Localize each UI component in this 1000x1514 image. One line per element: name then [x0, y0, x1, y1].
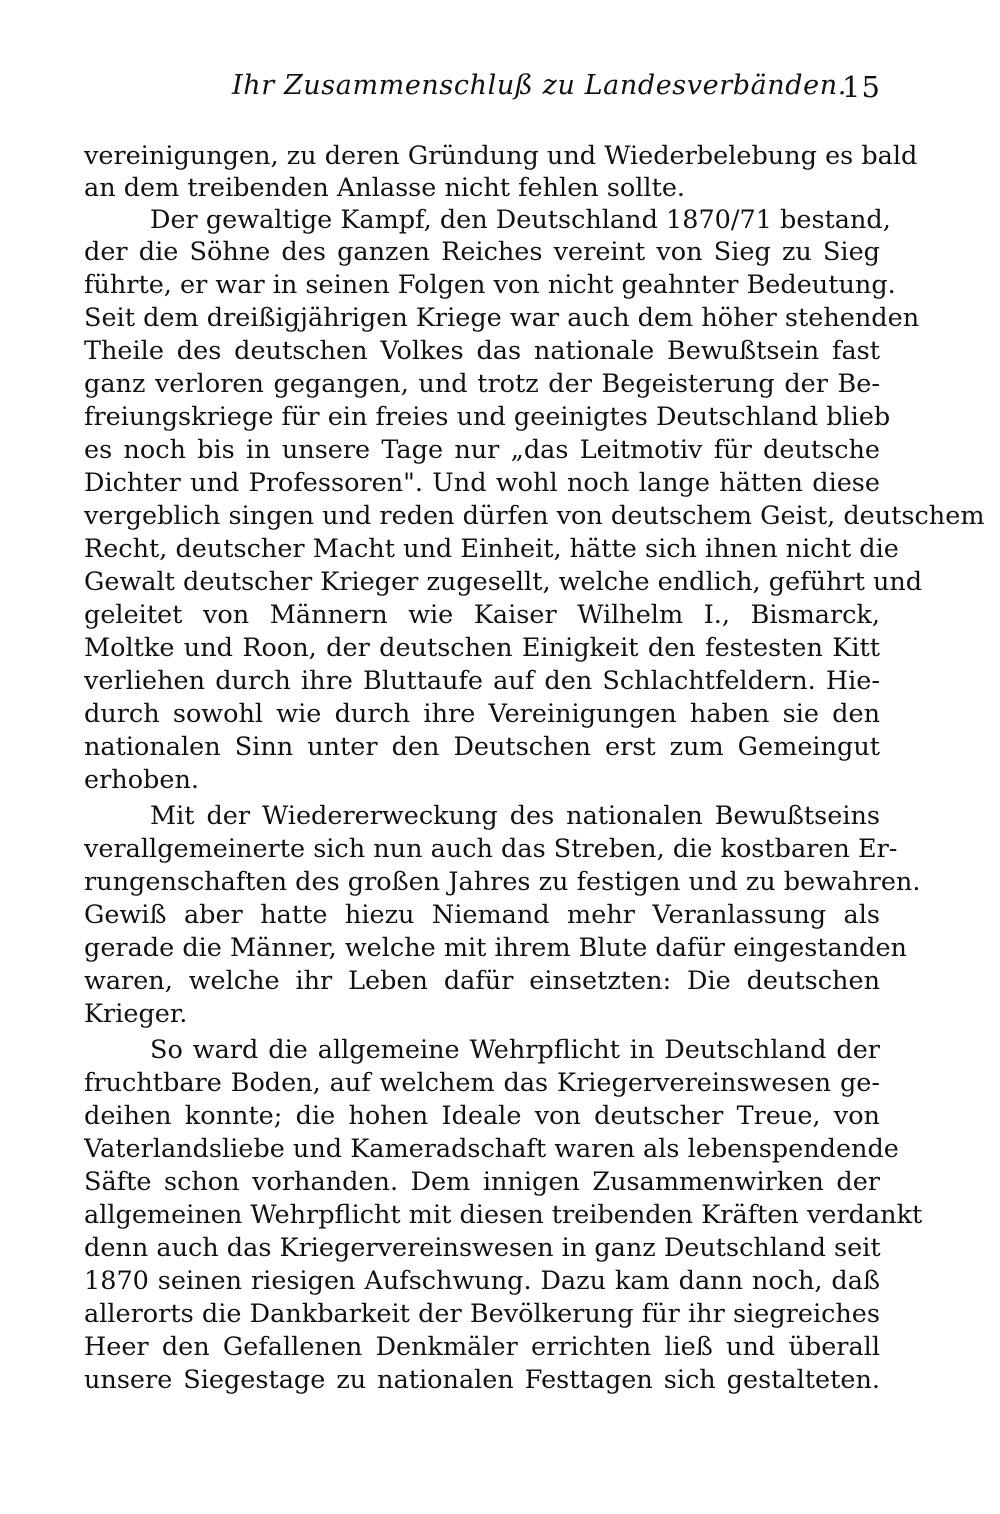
text-line: rungenschaften des großen Jahres zu festigen und zu bewahren.: [84, 867, 921, 897]
text-line: Seit dem dreißigjährigen Kriege war auch dem höher stehenden: [84, 303, 920, 333]
text-line: verliehen durch ihre Bluttaufe auf den Schlachtfeldern. Hie-: [84, 666, 880, 696]
text-line: Mit der Wiedererweckung des nationalen Bewußtseins: [150, 801, 880, 831]
running-title: Ihr Zusammenschluß zu Landesverbänden.: [232, 70, 847, 101]
text-line: gerade die Männer, welche mit ihrem Blute dafür eingestanden: [84, 933, 907, 963]
text-line: vergeblich singen und reden dürfen von deutschem Geist, deutschem: [84, 501, 985, 531]
text-line: Vaterlandsliebe und Kameradschaft waren als lebenspendende: [84, 1134, 899, 1164]
text-line: allerorts die Dankbarkeit der Bevölkerung für ihr siegreiches: [84, 1299, 880, 1329]
text-line: Dichter und Professoren". Und wohl noch lange hätten diese: [84, 468, 880, 498]
text-line: Krieger.: [84, 999, 188, 1029]
text-line: waren, welche ihr Leben dafür einsetzten: Die deutschen: [84, 966, 880, 996]
text-line: deihen konnte; die hohen Ideale von deutscher Treue, von: [84, 1101, 880, 1131]
text-line: fruchtbare Boden, auf welchem das Kriegervereinswesen ge-: [84, 1068, 880, 1098]
text-line: durch sowohl wie durch ihre Vereinigungen haben sie den: [84, 699, 880, 729]
text-line: geleitet von Männern wie Kaiser Wilhelm I., Bismarck,: [84, 600, 880, 630]
text-line: Recht, deutscher Macht und Einheit, hätte sich ihnen nicht die: [84, 534, 899, 564]
text-line: unsere Siegestage zu nationalen Festtagen sich gestalteten.: [84, 1365, 880, 1395]
text-line: Säfte schon vorhanden. Dem innigen Zusammenwirken der: [84, 1167, 880, 1197]
text-line: denn auch das Kriegervereinswesen in ganz Deutschland seit: [84, 1233, 881, 1263]
text-line: verallgemeinerte sich nun auch das Streben, die kostbaren Er-: [84, 834, 898, 864]
text-line: nationalen Sinn unter den Deutschen erst zum Gemeingut: [84, 732, 880, 762]
text-line: führte, er war in seinen Folgen von nicht geahnter Bedeutung.: [84, 270, 896, 300]
text-line: 1870 seinen riesigen Aufschwung. Dazu kam dann noch, daß: [84, 1266, 880, 1296]
text-line: allgemeinen Wehrpflicht mit diesen treibenden Kräften verdankt: [84, 1200, 923, 1230]
text-line: Der gewaltige Kampf, den Deutschland 1870/71 bestand,: [150, 205, 891, 235]
text-line: erhoben.: [84, 765, 199, 795]
text-line: Gewiß aber hatte hiezu Niemand mehr Veranlassung als: [84, 900, 880, 930]
text-line: Heer den Gefallenen Denkmäler errichten ließ und überall: [84, 1332, 880, 1362]
text-line: es noch bis in unsere Tage nur „das Leitmotiv für deutsche: [84, 435, 880, 465]
text-line: So ward die allgemeine Wehrpflicht in Deutschland der: [150, 1035, 880, 1065]
text-line: an dem treibenden Anlasse nicht fehlen sollte.: [84, 173, 686, 203]
text-line: Gewalt deutscher Krieger zugesellt, welche endlich, geführt und: [84, 567, 923, 597]
page-number: 15: [842, 70, 881, 104]
text-line: Moltke und Roon, der deutschen Einigkeit den festesten Kitt: [84, 633, 880, 663]
text-line: vereinigungen, zu deren Gründung und Wiederbelebung es bald: [84, 141, 918, 171]
text-line: ganz verloren gegangen, und trotz der Begeisterung der Be-: [84, 369, 880, 399]
text-line: Theile des deutschen Volkes das nationale Bewußtsein fast: [84, 336, 880, 366]
text-line: freiungskriege für ein freies und geeinigtes Deutschland blieb: [84, 402, 891, 432]
text-line: der die Söhne des ganzen Reiches vereint von Sieg zu Sieg: [84, 237, 880, 267]
